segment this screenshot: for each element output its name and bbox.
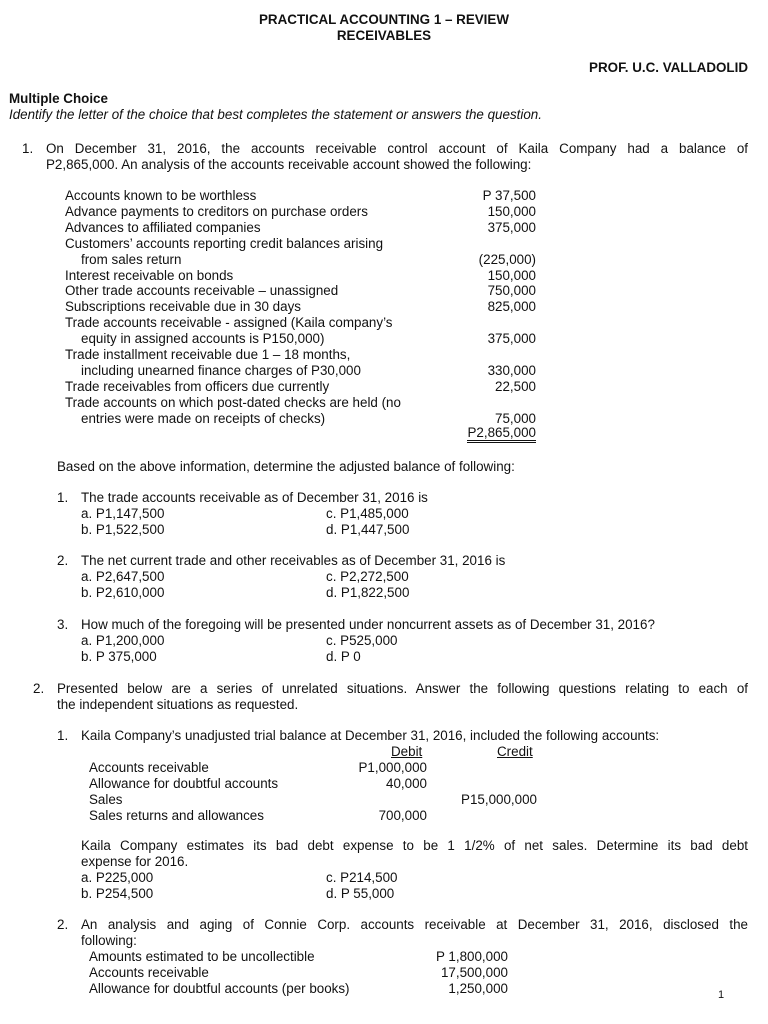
q2-number: 2. (33, 681, 45, 696)
q1-item-value: P 37,500 (482, 188, 536, 203)
aging-value: P 1,800,000 (436, 949, 508, 964)
instructions: Identify the letter of the choice that best completes the statement or answers the question. (9, 107, 542, 122)
choice-d: d. P 0 (326, 649, 361, 664)
aging-label: Amounts estimated to be uncollectible (89, 949, 315, 964)
q2-text-line1: Presented below are a series of unrelated situations. Answer the following questions relating to each of (57, 681, 748, 696)
q2-sub1-text: Kaila Company’s unadjusted trial balance at December 31, 2016, included the following accounts: (81, 728, 660, 743)
q1-item-value: 150,000 (487, 203, 536, 219)
choice-d: d. P1,822,500 (326, 585, 410, 600)
doc-title: PRACTICAL ACCOUNTING 1 – REVIEW (259, 12, 509, 27)
q2-text-line2: the independent situations as requested. (57, 697, 299, 712)
q1-subquestion-number: 1. (57, 490, 69, 505)
q1-item-label: Trade accounts receivable - assigned (Kaila company’s (65, 315, 393, 331)
q1-item-value: 375,000 (487, 219, 536, 235)
q2-sub2-text-line2: following: (81, 933, 137, 948)
trial-balance-account: Accounts receivable (89, 760, 209, 775)
q1-item-value: 330,000 (487, 362, 536, 378)
choice-c: c. P2,272,500 (326, 569, 409, 584)
q1-subquestion-text: The net current trade and other receivables as of December 31, 2016 is (81, 553, 506, 568)
q1-item-label: Trade installment receivable due 1 – 18 months, (65, 347, 351, 362)
q1-item-label: Trade receivables from officers due currently (65, 378, 330, 394)
debit-header: Debit (391, 744, 423, 759)
q1-item-value: (225,000) (478, 251, 536, 267)
q1-item-label: entries were made on receipts of checks) (81, 410, 326, 426)
q2-sub1-choice-c: c. P214,500 (326, 870, 398, 885)
q2-sub2-number: 2. (57, 917, 69, 932)
trial-balance-account: Sales (89, 791, 123, 807)
q1-item-value: 825,000 (487, 299, 536, 315)
q2-sub2-text-line1: An analysis and aging of Connie Corp. accounts receivable at December 31, 2016, disclosed the (81, 917, 748, 932)
q1-subquestion-text: How much of the foregoing will be presented under noncurrent assets as of December 31, 2016? (81, 617, 655, 632)
trial-balance-debit: 700,000 (378, 807, 427, 823)
q1-item-value: 375,000 (487, 331, 536, 347)
q1-item-label: Subscriptions receivable due in 30 days (65, 299, 301, 315)
q1-number: 1. (22, 141, 34, 156)
choice-b: b. P 375,000 (81, 649, 157, 664)
section-title: Multiple Choice (9, 91, 108, 106)
trial-balance-account: Sales returns and allowances (89, 807, 264, 823)
choice-b: b. P1,522,500 (81, 522, 165, 537)
credit-header: Credit (497, 744, 533, 759)
q2-sub1-choice-d: d. P 55,000 (326, 886, 395, 901)
choice-d: d. P1,447,500 (326, 522, 410, 537)
q1-item-label: Accounts known to be worthless (65, 188, 257, 203)
q1-subquestion-number: 2. (57, 553, 69, 568)
q1-item-label: Trade accounts on which post-dated checks are held (no (65, 394, 401, 410)
q1-item-value: 75,000 (495, 410, 536, 426)
q1-item-value: 150,000 (487, 267, 536, 283)
choice-a: a. P1,200,000 (81, 633, 165, 648)
q2-sub1-question-line1: Kaila Company estimates its bad debt expense to be 1 1/2% of net sales. Determine its bad debt (81, 838, 748, 853)
q2-sub1-choice-b: b. P254,500 (81, 886, 154, 901)
q1-subquestion-number: 3. (57, 617, 69, 632)
professor-name: PROF. U.C. VALLADOLID (589, 60, 748, 75)
trial-balance-credit: P15,000,000 (461, 791, 537, 807)
aging-label: Accounts receivable (89, 964, 209, 980)
doc-subtitle: RECEIVABLES (336, 28, 432, 43)
q2-sub1-question-line2: expense for 2016. (81, 854, 189, 869)
q1-item-label: Advance payments to creditors on purchase orders (65, 203, 368, 219)
q1-item-label: Customers’ accounts reporting credit balances arising (65, 235, 384, 251)
choice-c: c. P525,000 (326, 633, 398, 648)
q1-text-line2: P2,865,000. An analysis of the accounts receivable account showed the following: (46, 157, 532, 172)
q1-total-value: P2,865,000 (467, 425, 536, 443)
q1-item-label: Other trade accounts receivable – unassigned (65, 283, 339, 299)
q2-sub1-choice-a: a. P225,000 (81, 870, 154, 885)
trial-balance-debit: 40,000 (386, 775, 427, 791)
aging-value: 17,500,000 (440, 964, 508, 980)
q1-item-label: Advances to affiliated companies (65, 219, 261, 235)
q1-total (467, 425, 536, 441)
q1-item-value: 22,500 (495, 378, 536, 394)
aging-label: Allowance for doubtful accounts (per books) (89, 980, 350, 996)
choice-a: a. P1,147,500 (81, 506, 165, 521)
trial-balance-debit: P1,000,000 (358, 760, 427, 775)
q1-item-label: Interest receivable on bonds (65, 267, 234, 283)
q1-subquestion-text: The trade accounts receivable as of December 31, 2016 is (81, 490, 428, 505)
q1-prompt: Based on the above information, determine the adjusted balance of following: (57, 459, 515, 474)
q1-item-value: 750,000 (487, 283, 536, 299)
q1-item-label: equity in assigned accounts is P150,000) (81, 331, 325, 347)
q1-text-line1: On December 31, 2016, the accounts receivable control account of Kaila Company had a balance of (46, 141, 748, 156)
aging-value: 1,250,000 (448, 980, 508, 996)
q1-item-label: including unearned finance charges of P30,000 (81, 362, 361, 378)
choice-b: b. P2,610,000 (81, 585, 165, 600)
choice-a: a. P2,647,500 (81, 569, 165, 584)
choice-c: c. P1,485,000 (326, 506, 409, 521)
page-number: 1 (718, 989, 725, 1001)
q1-item-label: from sales return (81, 251, 182, 267)
trial-balance-account: Allowance for doubtful accounts (89, 775, 279, 791)
q2-sub1-number: 1. (57, 728, 69, 743)
